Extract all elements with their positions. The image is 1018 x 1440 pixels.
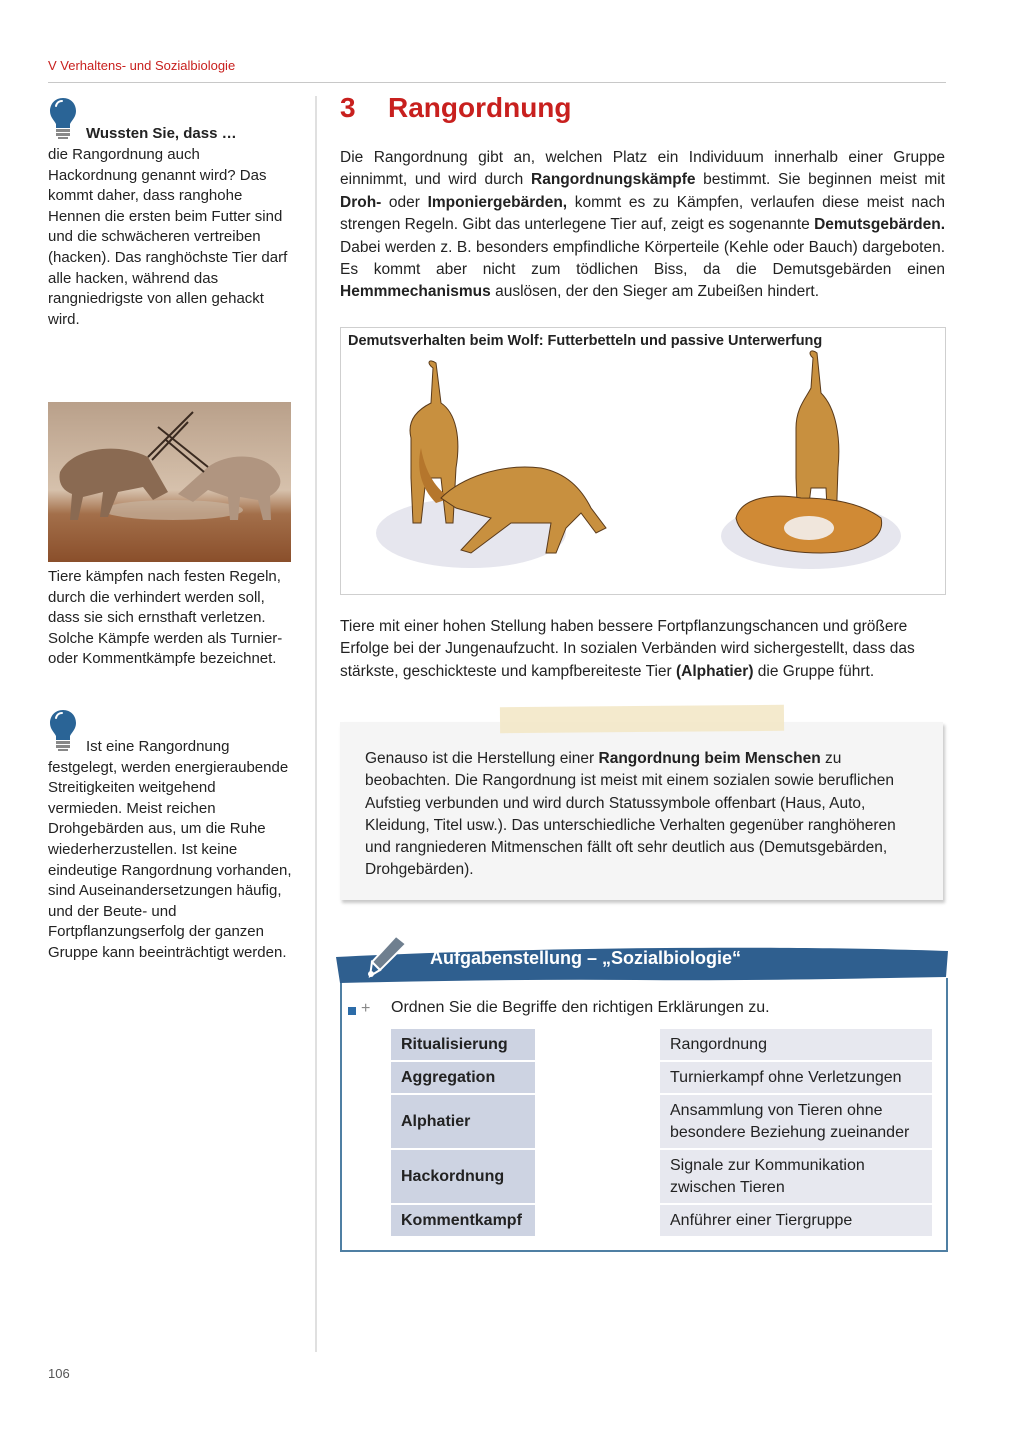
text-run: Dabei werden z. B. besonders empfindliche Körperteile (Kehle oder Bauch) dargeboten. Es kommt aber nicht zum tödlichen Biss, da die Demutsgebärden einen — [340, 238, 945, 279]
text-run: Tiere mit einer hohen Stellung haben bessere Fortpflanzungschancen und größere Erfolge bei der Jungenaufzucht. In sozialen Verbänden wird sichergestellt, dass das stärkste, geschickteste und kampfbereiteste Tier — [340, 618, 915, 680]
lightbulb-icon — [48, 96, 78, 140]
oryx-photo-image — [48, 402, 291, 562]
explanation-cell[interactable]: Signale zur Kommunikation zwischen Tieren — [660, 1150, 932, 1203]
sidebar-box-2-text: Ist eine Rangordnung festgelegt, werden energieraubende Streitigkeiten weitgehend vermieden. Meist reichen Drohgebärden aus, um die Ruhe wiederherzustellen. Ist keine eindeutige Rangordnung vorhanden, sind Auseinandersetzungen häufig, und der Beute- und Fortpflanzungserfolg der ganzen Gruppe kann beeinträchtigt werden. — [48, 738, 292, 961]
text-run: kommt es zu Kämpfen, verlaufen diese meist nach strengen Regeln. Gibt das unterlegene Tier auf, zeigt es sogenannte — [340, 193, 946, 234]
text-run: auslösen, der den Sieger am Zubeißen hindert. — [490, 283, 820, 301]
sidebar-box-1-text: die Rangordnung auch Hackordnung genannt wird? Das kommt daher, dass ranghohe Hennen die ersten beim Futter sind und die schwächeren vertreiben (hacken). Das ranghöchste Tier darf alle hacken, während das rangniedrigste von allen gehackt wird. — [48, 146, 288, 328]
bold-term: Demutsgebärden. — [814, 216, 945, 234]
section-number: 3 — [340, 92, 356, 123]
wolf-illustration — [341, 328, 945, 594]
paragraph-2 — [340, 616, 945, 683]
term-cell[interactable]: Ritualisierung — [391, 1029, 535, 1060]
explanation-cell[interactable]: Anführer einer Tiergruppe — [660, 1205, 932, 1236]
section-title: Rangordnung — [388, 92, 572, 123]
header-divider — [48, 82, 946, 83]
photo-caption: Tiere kämpfen nach festen Regeln, durch die verhindert werden soll, dass sie sich ernsthaft verletzen. Solche Kämpfe werden als Turnier- oder Kommentkämpfe bezeichnet. — [48, 568, 283, 668]
bold-term: Rangordnung beim Menschen — [598, 750, 821, 767]
column-divider — [315, 96, 317, 1352]
section-heading — [340, 92, 572, 124]
term-cell[interactable]: Alphatier — [391, 1095, 535, 1148]
term-cell[interactable]: Aggregation — [391, 1062, 535, 1093]
bold-term: Hemmmechanismus — [340, 283, 491, 301]
text-run: Genauso ist die Herstellung einer — [365, 750, 599, 767]
tape-strip — [500, 705, 784, 733]
bold-term: Imponiergebärden, — [427, 193, 568, 211]
wolf-figure — [340, 327, 946, 595]
sidebar-info-box-1 — [48, 96, 78, 145]
text-run: Die Rangordnung gibt an, welchen Platz ein Individuum innerhalb einer Gruppe einnimmt, und wird durch — [340, 149, 945, 189]
explanation-cell[interactable]: Rangordnung — [660, 1029, 932, 1060]
pen-icon — [366, 932, 410, 978]
term-cell[interactable]: Kommentkampf — [391, 1205, 535, 1236]
text-run: bestimmt. Sie beginnen meist mit — [695, 171, 945, 189]
sidebar-box-1-title — [86, 124, 331, 145]
text-run: oder — [381, 193, 428, 211]
difficulty-square-icon — [348, 1007, 356, 1015]
task-instruction: Ordnen Sie die Begriffe den richtigen Erklärungen zu. — [391, 999, 770, 1016]
explanation-cell[interactable]: Turnierkampf ohne Verletzungen — [660, 1062, 932, 1093]
text-run: zu beobachten. Die Rangordnung ist meist mit einem sozialen sowie beruflichen Aufstieg verbunden und wird durch Statussymbole offenbart (Haus, Auto, Kleidung, Titel usw.). Das unterschiedliche Verhalten gegenüber ranghöheren und rangniederen Mitmenschen fällt oft sehr deutlich aus (Demutsgebärden, Drohgebärden). — [365, 750, 896, 879]
note-text — [365, 748, 915, 882]
difficulty-plus-icon: + — [361, 1000, 371, 1017]
term-cell[interactable]: Hackordnung — [391, 1150, 535, 1203]
info-box-title: Wussten Sie, dass … — [86, 125, 237, 142]
bold-term: Rangordnungskämpfe — [531, 171, 696, 189]
running-head: V Verhaltens- und Sozialbiologie — [48, 58, 236, 73]
text-run: die Gruppe führt. — [753, 662, 875, 680]
note-card — [340, 722, 943, 900]
page-number: 106 — [48, 1366, 70, 1381]
figure-title: Demutsverhalten beim Wolf: Futterbetteln und passive Unterwerfung — [348, 333, 823, 349]
bold-term: Droh- — [340, 193, 382, 211]
explanation-cell[interactable]: Ansammlung von Tieren ohne besondere Beziehung zueinander — [660, 1095, 932, 1148]
intro-paragraph — [340, 147, 945, 304]
task-title: Aufgabenstellung – „Sozialbiologie“ — [430, 948, 742, 968]
oryx-fight-photo — [48, 402, 291, 562]
bold-term: (Alphatier) — [676, 662, 754, 680]
